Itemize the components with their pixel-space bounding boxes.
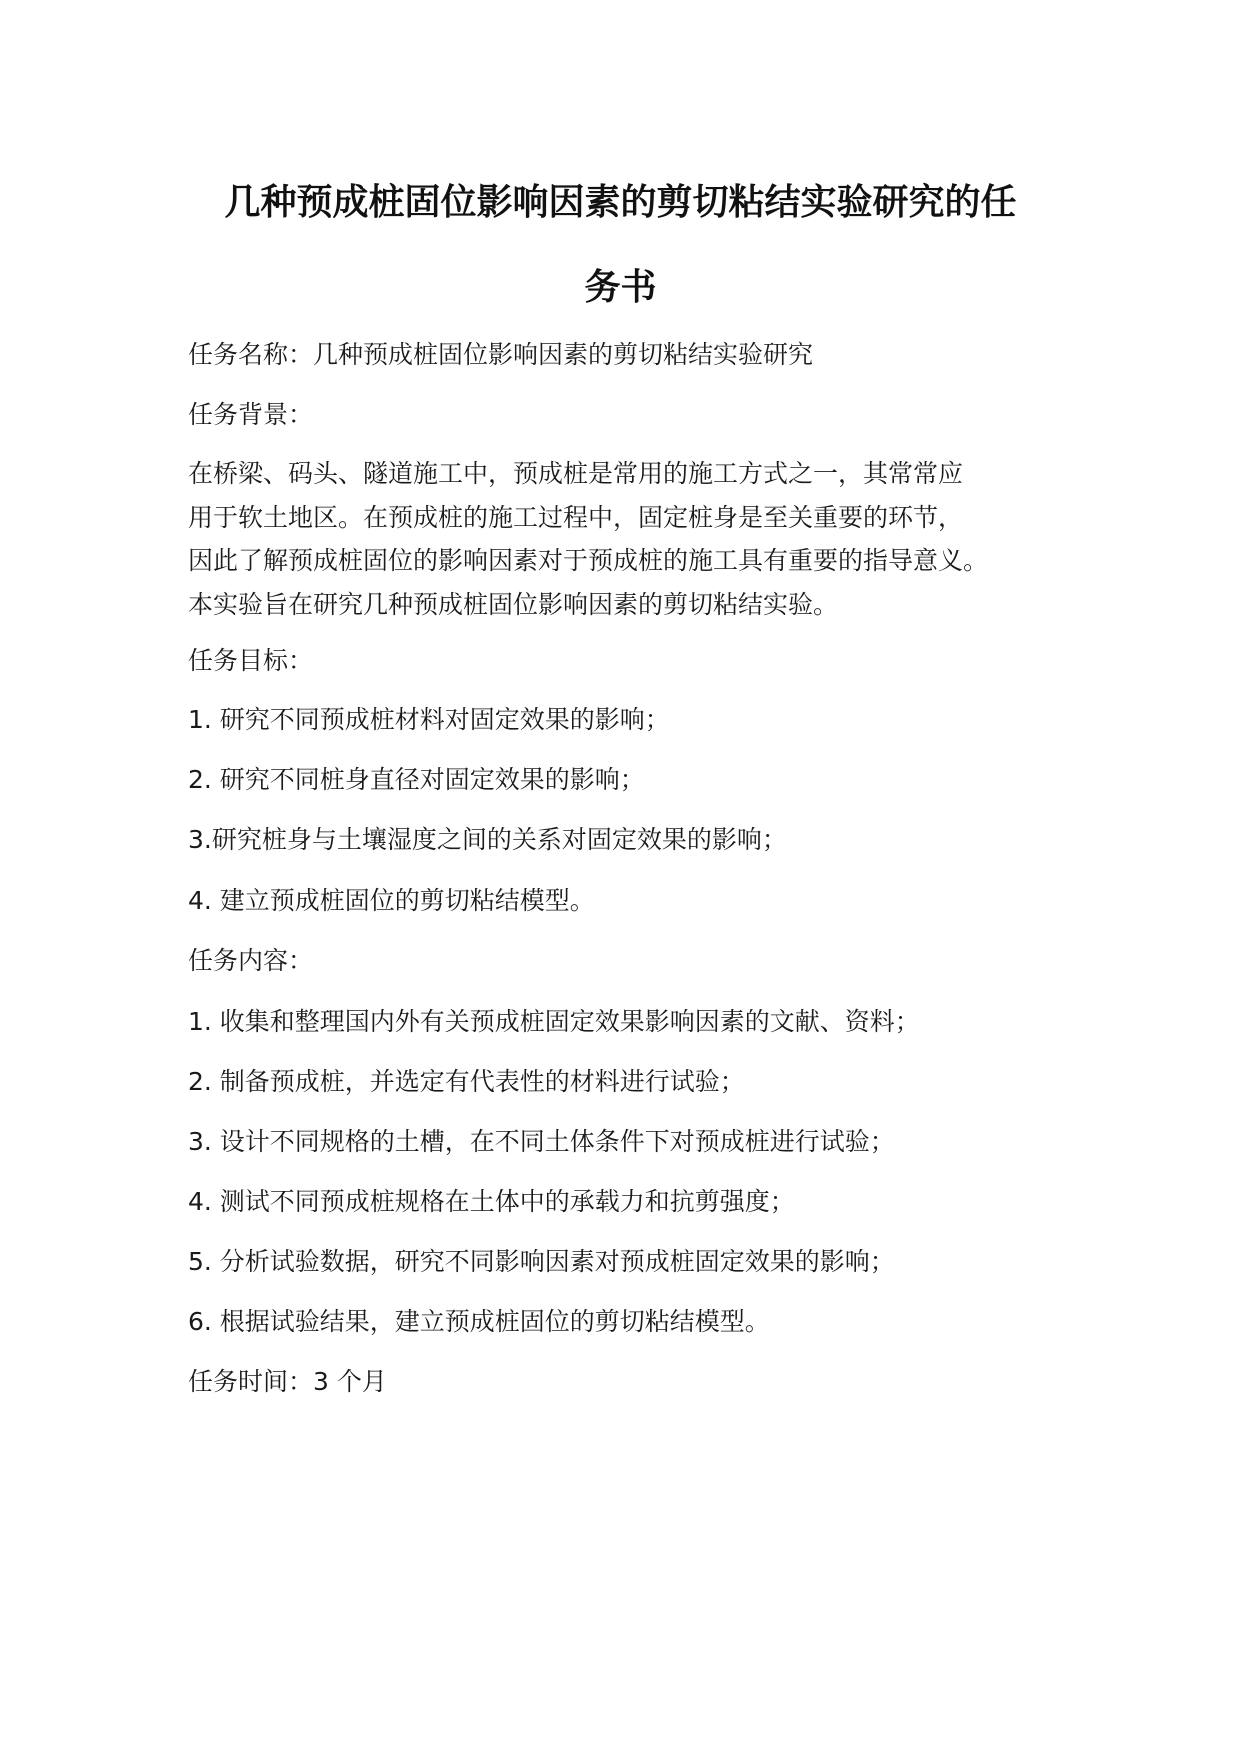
content-item: 6. 根据试验结果，建立预成桩固位的剪切粘结模型。 <box>188 1307 770 1336</box>
content-heading: 任务内容： <box>188 946 314 975</box>
goal-item: 2. 研究不同桩身直径对固定效果的影响； <box>188 765 645 794</box>
background-paragraph-line: 本实验旨在研究几种预成桩固位影响因素的剪切粘结实验。 <box>188 590 839 619</box>
content-item: 2. 制备预成桩，并选定有代表性的材料进行试验； <box>188 1067 745 1096</box>
content-item: 4. 测试不同预成桩规格在土体中的承载力和抗剪强度； <box>188 1187 795 1216</box>
task-name: 任务名称：几种预成桩固位影响因素的剪切粘结实验研究 <box>188 340 814 369</box>
background-paragraph-line: 因此了解预成桩固位的影响因素对于预成桩的施工具有重要的指导意义。 <box>188 546 989 575</box>
background-heading: 任务背景： <box>188 400 314 429</box>
task-time: 任务时间：3 个月 <box>188 1367 387 1396</box>
background-paragraph-line: 用于软土地区。在预成桩的施工过程中，固定桩身是至关重要的环节， <box>188 503 964 532</box>
goal-item: 1. 研究不同预成桩材料对固定效果的影响； <box>188 705 670 734</box>
background-paragraph-line: 在桥梁、码头、隧道施工中，预成桩是常用的施工方式之一，其常常应 <box>188 459 964 488</box>
content-item: 3. 设计不同规格的土槽，在不同土体条件下对预成桩进行试验； <box>188 1127 895 1156</box>
content-item: 1. 收集和整理国内外有关预成桩固定效果影响因素的文献、资料； <box>188 1007 920 1036</box>
content-item: 5. 分析试验数据，研究不同影响因素对预成桩固定效果的影响； <box>188 1247 895 1276</box>
document-title-line-2: 务书 <box>584 267 657 308</box>
document-title-line-1: 几种预成桩固位影响因素的剪切粘结实验研究的任 <box>224 182 1017 223</box>
goal-item: 4. 建立预成桩固位的剪切粘结模型。 <box>188 886 595 915</box>
goal-item: 3.研究桩身与土壤湿度之间的关系对固定效果的影响； <box>188 825 787 854</box>
goals-heading: 任务目标： <box>188 646 314 675</box>
